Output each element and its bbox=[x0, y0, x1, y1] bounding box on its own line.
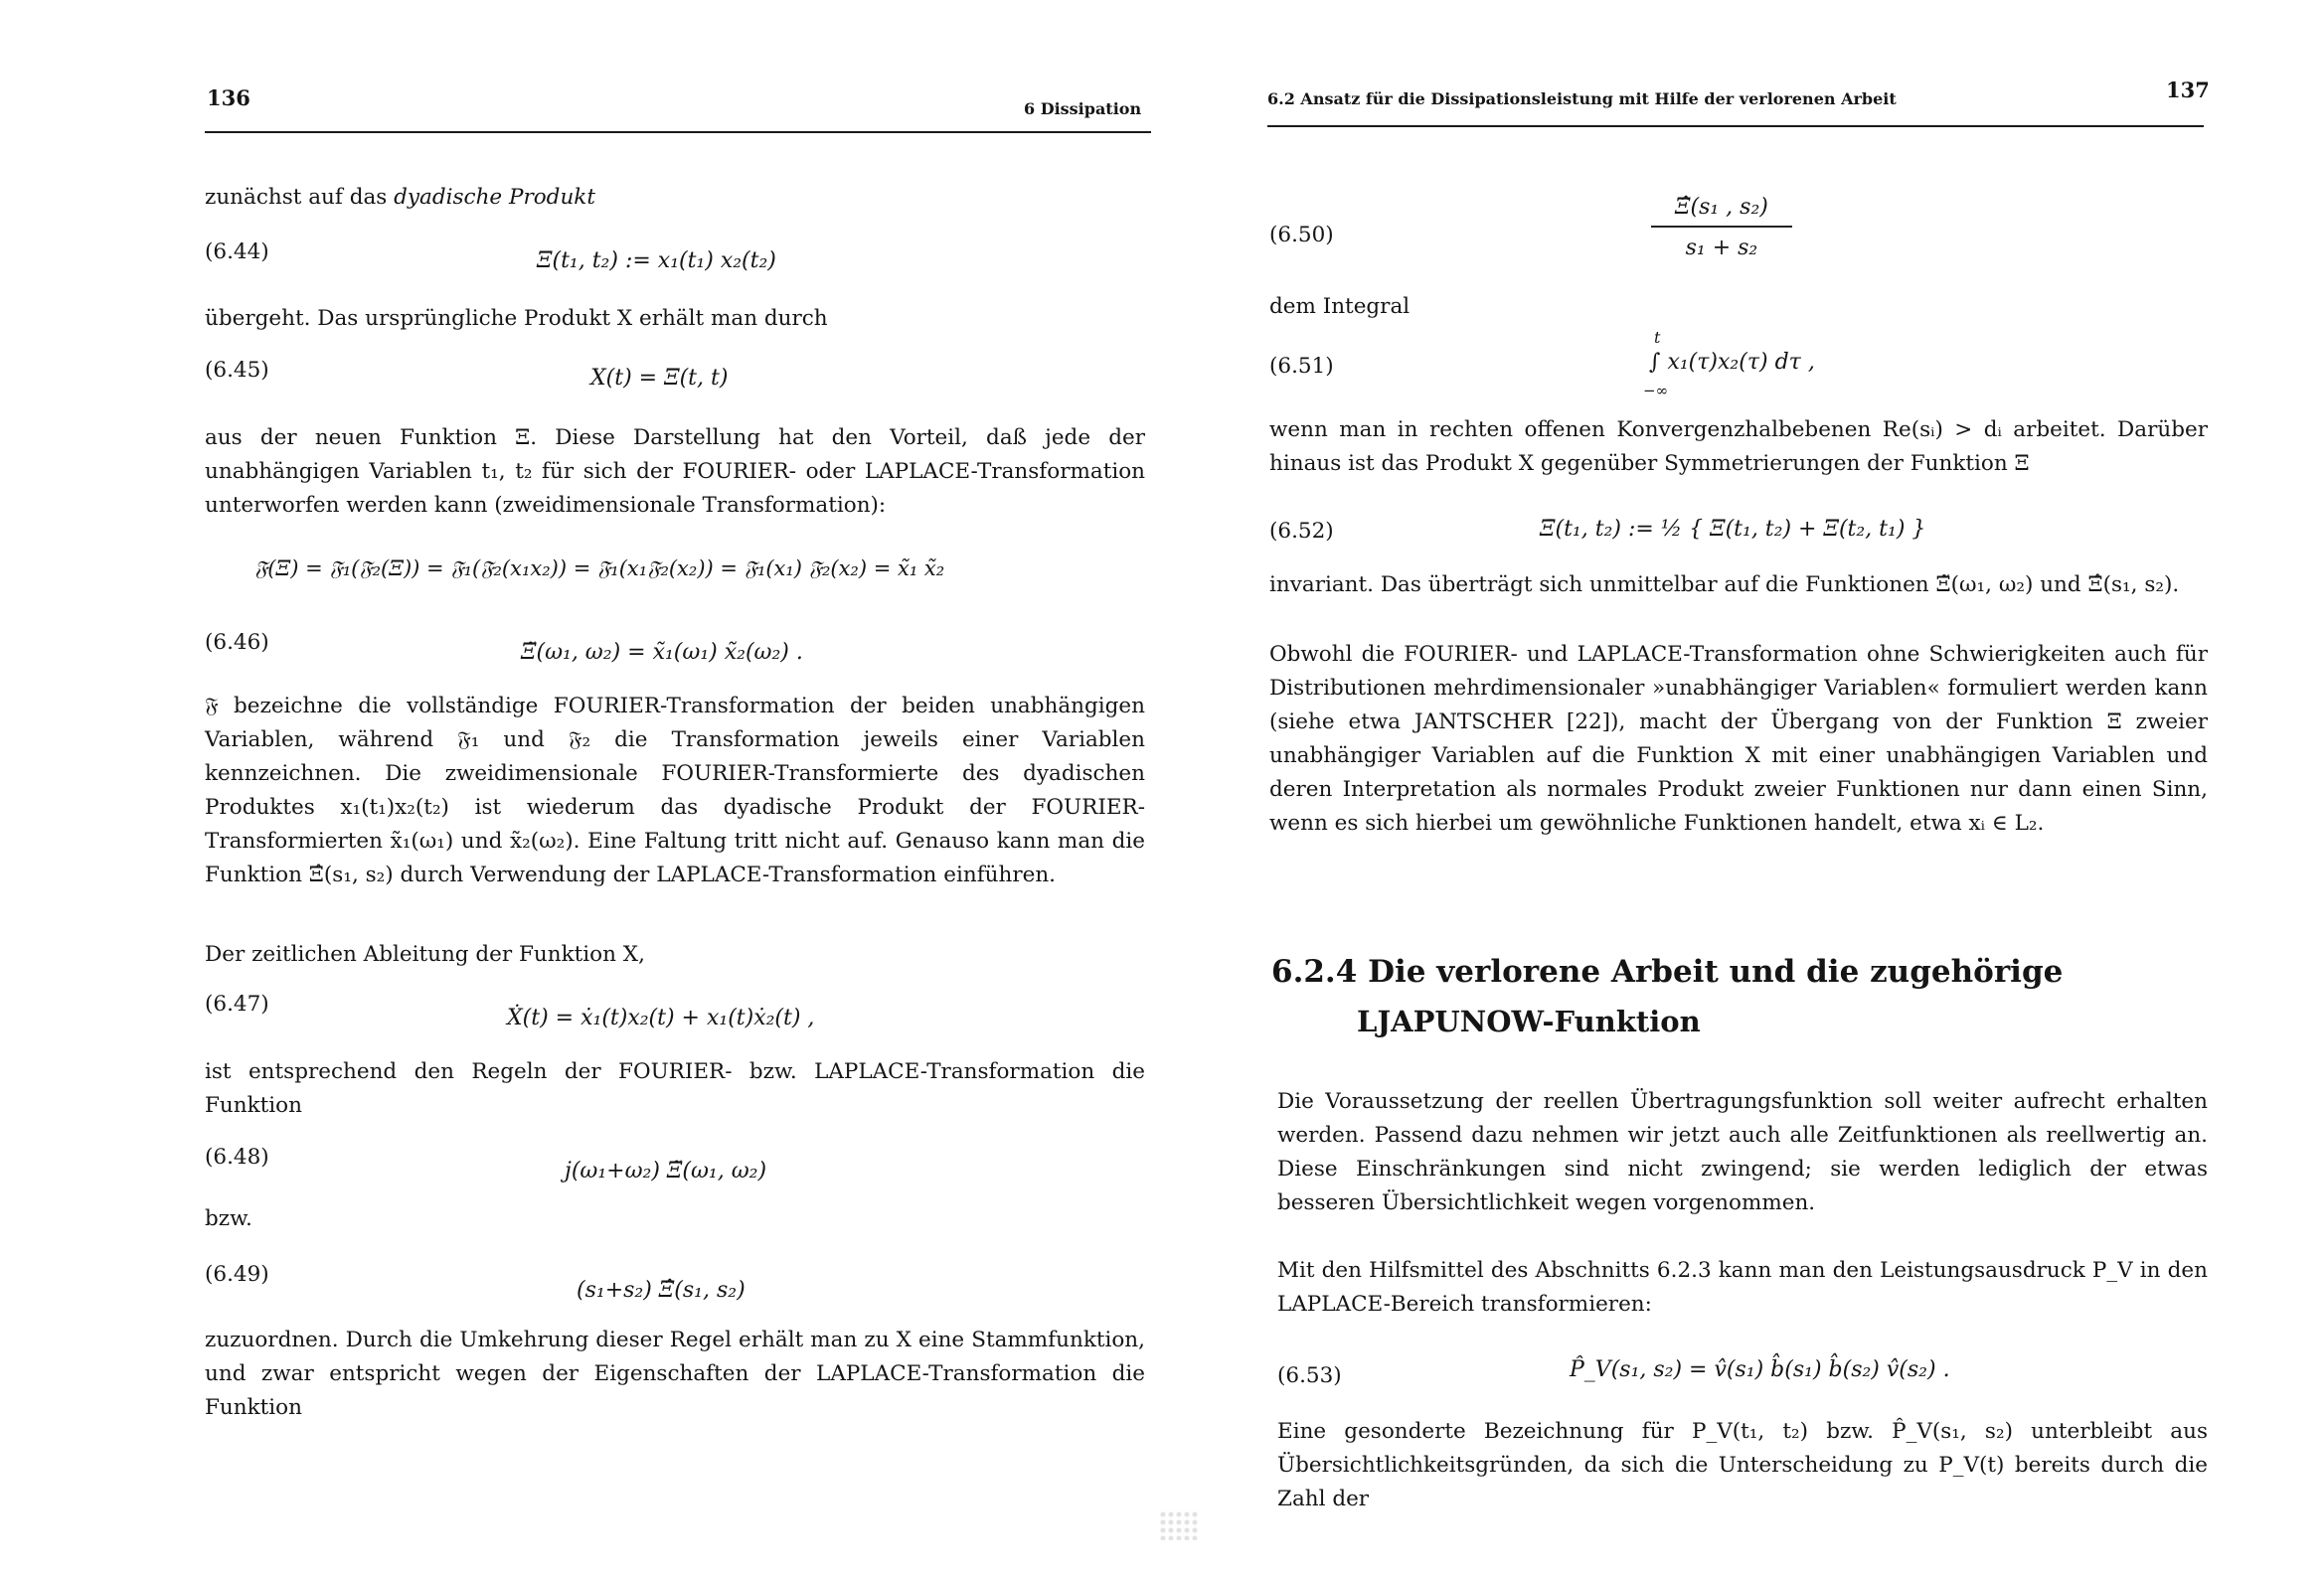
equation-6-49: (s₁+s₂) Ξ̂(s₁, s₂) bbox=[577, 1278, 746, 1303]
paragraph: wenn man in rechten offenen Konvergenzhalbebenen Re(sᵢ) > dᵢ arbeitet. Darüber hinaus ist das Produkt X gegenüber Symmetrierungen der Funktion Ξ bbox=[1269, 417, 2208, 476]
right-page bbox=[1162, 0, 2324, 1577]
paragraph: übergeht. Das ursprüngliche Produkt X erhält man durch bbox=[205, 306, 828, 331]
fraction-numerator: Ξ̂(s₁ , s₂) bbox=[1651, 195, 1792, 228]
equation-fourier: 𝔉(Ξ) = 𝔉₁(𝔉₂(Ξ)) = 𝔉₁(𝔉₂(x₁x₂)) = 𝔉₁(x₁𝔉₂(x₂)) = 𝔉₁(x₁) 𝔉₂(x₂) = x̃₁ x̃₂ bbox=[254, 556, 945, 580]
equation-6-50 bbox=[1651, 195, 1792, 260]
equation-6-51: ∫ x₁(τ)x₂(τ) dτ , bbox=[1649, 350, 1815, 375]
equation-6-48: j(ω₁+ω₂) Ξ̃(ω₁, ω₂) bbox=[565, 1159, 767, 1183]
equation-number: (6.47) bbox=[205, 992, 269, 1017]
equation-6-44: Ξ(t₁, t₂) := x₁(t₁) x₂(t₂) bbox=[537, 248, 776, 273]
fraction-denominator: s₁ + s₂ bbox=[1685, 236, 1758, 260]
header-rule bbox=[1267, 125, 2204, 127]
paragraph: 𝔉 bezeichne die vollständige FOURIER-Transformation der beiden unabhängigen Variablen, während 𝔉₁ und 𝔉₂ die Transformation jeweils einer Variablen kennzeichnen. Die zweidimensionale FOURIER-Transformierte des dyadischen Produktes x₁(t₁)x₂(t₂) ist wiederum das dyadische Produkt der FOURIER-Transformierten x̃₁(ω₁) und x̃₂(ω₂). Eine Faltung tritt nicht auf. Genauso kann man die Funktion Ξ̂(s₁, s₂) durch Verwendung der LAPLACE-Transformation einführen. bbox=[205, 694, 1145, 887]
equation-number: (6.45) bbox=[205, 358, 269, 383]
header-rule bbox=[205, 131, 1151, 133]
equation-6-46: Ξ̃(ω₁, ω₂) = x̃₁(ω₁) x̃₂(ω₂) . bbox=[521, 640, 803, 665]
equation-number: (6.53) bbox=[1277, 1363, 1342, 1388]
equation-number: (6.49) bbox=[205, 1262, 269, 1287]
paragraph: Der zeitlichen Ableitung der Funktion X, bbox=[205, 942, 645, 967]
page-number: 136 bbox=[207, 85, 250, 110]
running-head: 6 Dissipation bbox=[1024, 99, 1142, 118]
equation-number: (6.48) bbox=[205, 1145, 269, 1170]
paragraph: aus der neuen Funktion Ξ. Diese Darstellung hat den Vorteil, daß jede der unabhängigen Variablen t₁, t₂ für sich der FOURIER- oder LAPLACE-Transformation unterworfen werden kann (zweidimensionale Transformation): bbox=[205, 425, 1145, 518]
section-heading-continued: LJAPUNOW-Funktion bbox=[1357, 1005, 1701, 1038]
word-bzw: bzw. bbox=[205, 1206, 252, 1231]
paragraph: zuzuordnen. Durch die Umkehrung dieser Regel erhält man zu X eine Stammfunktion, und zwar entspricht wegen der Eigenschaften der LAPLACE-Transformation die Funktion bbox=[205, 1328, 1145, 1420]
paragraph: ist entsprechend den Regeln der FOURIER- bzw. LAPLACE-Transformation die Funktion bbox=[205, 1059, 1145, 1118]
equation-number: (6.46) bbox=[205, 630, 269, 655]
equation-6-45: X(t) = Ξ(t, t) bbox=[590, 366, 729, 391]
equation-6-53: P̂_V(s₁, s₂) = v̂(s₁) b̂(s₁) b̂(s₂) v̂(s₂) . bbox=[1570, 1357, 1950, 1382]
integral-lower-limit: −∞ bbox=[1643, 382, 1669, 399]
paragraph: Mit den Hilfsmittel des Abschnitts 6.2.3 kann man den Leistungsausdruck P_V in den LAPLACE-Bereich transformieren: bbox=[1277, 1258, 2208, 1317]
section-heading: 6.2.4 Die verlorene Arbeit und die zugehörige bbox=[1271, 954, 2064, 990]
equation-number: (6.50) bbox=[1269, 223, 1334, 247]
paragraph: Die Voraussetzung der reellen Übertragungsfunktion soll weiter aufrecht erhalten werden. Passend dazu nehmen wir jetzt auch alle Zeitfunktionen als reellwertig an. Diese Einschränkungen sind nicht zwingend; sie werden lediglich der etwas besseren Übersichtlichkeit wegen vorgenommen. bbox=[1277, 1089, 2208, 1215]
equation-6-52: Ξ̄(t₁, t₂) := ½ { Ξ(t₁, t₂) + Ξ(t₂, t₁) } bbox=[1540, 517, 1926, 542]
running-head: 6.2 Ansatz für die Dissipationsleistung mit Hilfe der verlorenen Arbeit bbox=[1267, 89, 1897, 108]
paragraph: invariant. Das überträgt sich unmittelbar auf die Funktionen Ξ̃(ω₁, ω₂) und Ξ̂(s₁, s₂). bbox=[1269, 572, 2180, 597]
equation-number: (6.51) bbox=[1269, 354, 1334, 379]
equation-number: (6.52) bbox=[1269, 519, 1334, 544]
equation-6-47: Ẋ(t) = ẋ₁(t)x₂(t) + x₁(t)ẋ₂(t) , bbox=[507, 1006, 815, 1030]
paragraph: Eine gesonderte Bezeichnung für P_V(t₁, t₂) bzw. P̂_V(s₁, s₂) unterbleibt aus Übersichtlichkeitsgründen, da sich die Unterscheidung zu P_V(t) bereits durch die Zahl der bbox=[1277, 1419, 2208, 1511]
page-number: 137 bbox=[2166, 78, 2210, 102]
integral-upper-limit: t bbox=[1654, 328, 1661, 347]
equation-number: (6.44) bbox=[205, 239, 269, 264]
paragraph: dem Integral bbox=[1269, 294, 1411, 319]
paragraph: Obwohl die FOURIER- und LAPLACE-Transformation ohne Schwierigkeiten auch für Distributionen mehrdimensionaler »unabhängiger Variablen« formuliert werden kann (siehe etwa JANTSCHER [22]), macht der Übergang von der Funktion Ξ zweier unabhängiger Variablen auf die Funktion X mit einer unabhängigen Variablen und deren Interpretation als normales Produkt zweier Funktionen nur dann einen Sinn, wenn es sich hierbei um gewöhnliche Funktionen handelt, etwa xᵢ ∈ L₂. bbox=[1269, 642, 2208, 836]
intro-line: zunächst auf das dyadische Produkt bbox=[205, 185, 595, 210]
